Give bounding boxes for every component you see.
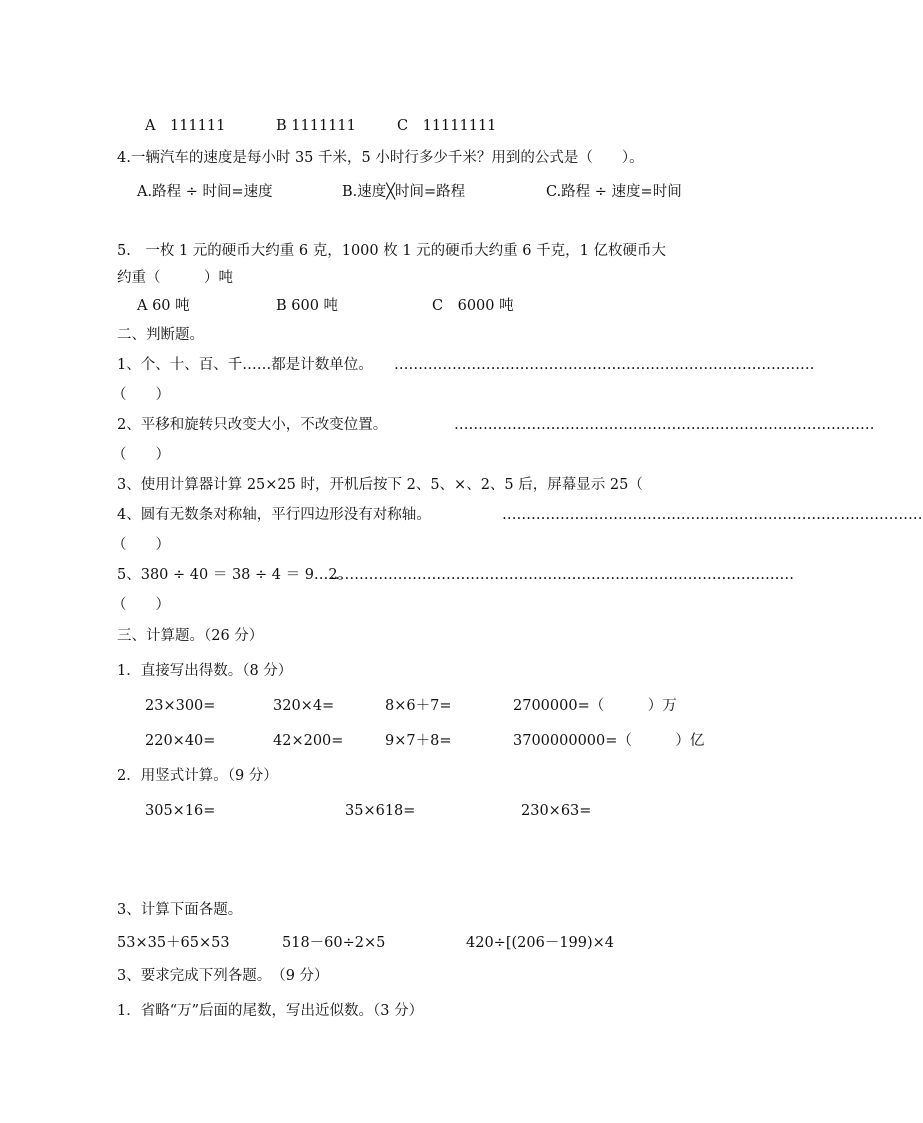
- q4-option-b: B.速度╳时间=路程: [342, 184, 466, 200]
- calc-1-item: 8×6＋7=: [385, 698, 452, 714]
- judge-5-text: 5、380 ÷ 40 ＝ 38 ÷ 4 ＝ 9…2。: [117, 567, 353, 583]
- q5-option-c: C 6000 吨: [432, 298, 514, 314]
- calc-3-item: 53×35＋65×53: [117, 935, 230, 951]
- judge-2-text: 2、平移和旋转只改变大小，不改变位置。: [117, 417, 388, 433]
- calc-2-item: 230×63=: [521, 803, 592, 819]
- calc-2-title: 2．用竖式计算。（9 分）: [117, 768, 278, 784]
- judge-3-text: 3、使用计算器计算 25×25 时，开机后按下 2、5、×、2、5 后，屏幕显示 25（: [117, 477, 643, 493]
- calc-1-item: 2700000=（ ）万: [513, 698, 677, 714]
- calc-2-item: 35×618=: [345, 803, 416, 819]
- calc-1-item: 23×300=: [145, 698, 216, 714]
- q3-option-a: A 111111: [145, 118, 226, 134]
- judge-1-answer-paren: （ ）: [112, 387, 170, 403]
- calc-3-title: 3、计算下面各题。: [117, 902, 243, 918]
- calc-1-title: 1．直接写出得数。（8 分）: [117, 663, 293, 679]
- judge-2-answer-paren: （ ）: [112, 447, 170, 463]
- calc-1-item: 42×200=: [273, 733, 344, 749]
- q5-stem-line1: 5. 一枚 1 元的硬币大约重 6 克，1000 枚 1 元的硬币大约重 6 千克，1 亿枚硬币大: [117, 243, 666, 259]
- q4-option-c: C.路程 ÷ 速度=时间: [546, 184, 682, 200]
- q5-stem-line2: 约重（ ）吨: [117, 270, 233, 286]
- calc-2-item: 305×16=: [145, 803, 216, 819]
- q3-option-b: B 1111111: [276, 118, 356, 134]
- judge-4-answer-paren: （ ）: [112, 537, 170, 553]
- calc-1-item: 220×40=: [145, 733, 216, 749]
- q4-option-a: A.路程 ÷ 时间=速度: [137, 184, 273, 200]
- q5-option-a: A 60 吨: [137, 298, 190, 314]
- judge-4-leader: ……………………………………………………………………………: [502, 507, 923, 523]
- section-4-sub1: 1．省略“万”后面的尾数，写出近似数。（3 分）: [117, 1003, 424, 1019]
- calc-3-item: 518－60÷2×5: [282, 935, 386, 951]
- judge-2-leader: ……………………………………………………………………………: [454, 417, 875, 433]
- judge-4-text: 4、圆有无数条对称轴，平行四边形没有对称轴。: [117, 507, 431, 523]
- judge-1-text: 1、个、十、百、千……都是计数单位。: [117, 357, 373, 373]
- judge-5-leader: ……………………………………………………………………………………: [330, 567, 794, 583]
- calc-1-item: 9×7＋8=: [385, 733, 452, 749]
- calc-3-item: 420÷[(206－199)×4: [466, 935, 615, 951]
- section-3-title: 三、计算题。（26 分）: [117, 628, 264, 644]
- calc-1-item: 320×4=: [273, 698, 335, 714]
- q5-option-b: B 600 吨: [276, 298, 339, 314]
- q3-option-c: C 11111111: [397, 118, 497, 134]
- section-2-title: 二、判断题。: [117, 327, 204, 343]
- q4-stem: 4.一辆汽车的速度是每小时 35 千米，5 小时行多少千米？用到的公式是（ ）。: [117, 150, 644, 166]
- judge-5-answer-paren: （ ）: [112, 597, 170, 613]
- judge-1-leader: ……………………………………………………………………………: [394, 357, 815, 373]
- section-4-title: 3、要求完成下列各题。 （9 分）: [117, 968, 329, 984]
- calc-1-item: 3700000000=（ ）亿: [513, 733, 705, 749]
